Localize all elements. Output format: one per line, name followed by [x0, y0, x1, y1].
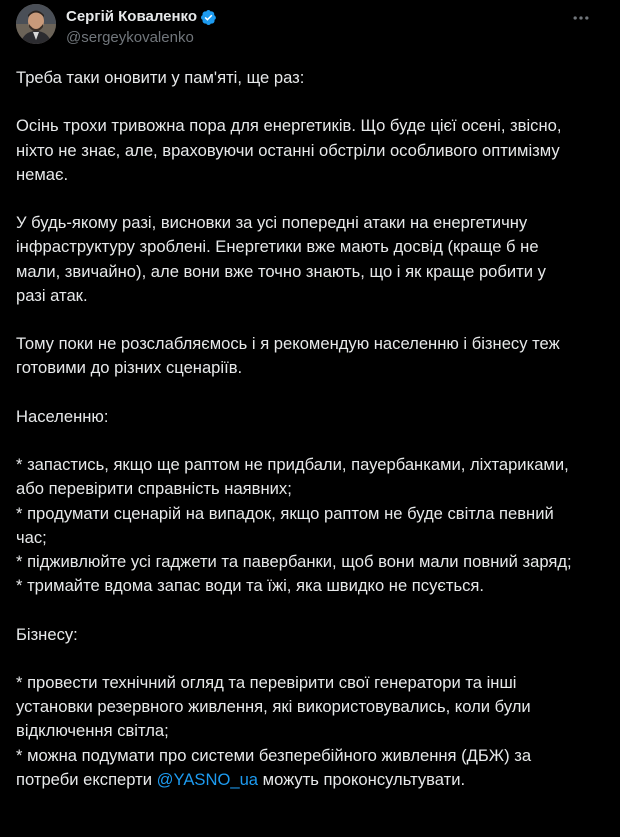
text-line: мали, звичайно), але вони вже точно знають, що і як краще робити у [16, 261, 546, 281]
text-line: ніхто не знає, але, враховуючи останні обстріли особливого оптимізму [16, 140, 560, 160]
text-segment: потреби експерти [16, 769, 157, 789]
more-horizontal-icon [571, 8, 591, 28]
text-line: Треба таки оновити у пам'яті, ще раз: [16, 68, 305, 87]
more-options-button[interactable] [566, 6, 596, 30]
autumn-paragraph [16, 114, 606, 187]
avatar[interactable] [16, 4, 56, 44]
business-heading [16, 623, 606, 647]
tweet-text [16, 66, 606, 792]
recommendation-paragraph [16, 332, 606, 380]
list-item: * провести технічний огляд та перевірити свої генератори та інші [16, 672, 517, 692]
mention-link-yasno[interactable]: @YASNO_ua [156, 769, 259, 789]
text-line: Населенню: [16, 406, 109, 426]
intro-paragraph [16, 66, 606, 90]
population-heading [16, 405, 606, 429]
list-item: установки резервного живлення, які використовувались, коли були [16, 697, 531, 717]
text-line: інфраструктуру зроблені. Енергетики вже мають досвід (краще б не [16, 237, 539, 257]
text-line: готовими до різних сценаріїв. [16, 358, 243, 378]
text-line: немає. [16, 164, 69, 184]
text-line: разі атак. [16, 285, 88, 305]
business-list [16, 671, 606, 792]
list-item: * можна подумати про системи безперебійного живлення (ДБЖ) за [16, 745, 532, 765]
text-line: Бізнесу: [16, 624, 78, 644]
avatar-image [16, 4, 56, 44]
list-item: * тримайте вдома запас води та їжі, яка швидко не псується. [16, 576, 484, 596]
list-item: або перевірити справність наявних; [16, 479, 292, 499]
text-line: У будь-якому разі, висновки за усі попередні атаки на енергетичну [16, 213, 528, 233]
author-info [66, 8, 217, 48]
list-item: * підживлюйте усі гаджети та павербанки, щоб вони мали повний заряд; [16, 551, 572, 571]
list-item: відключення світла; [16, 721, 169, 741]
tweet-header [16, 0, 604, 60]
text-line: Осінь трохи тривожна пора для енергетиків. Що буде цієї осені, звісно, [16, 116, 562, 136]
name-row [66, 8, 217, 26]
list-item: час; [16, 527, 47, 547]
conclusions-paragraph [16, 211, 606, 308]
text-segment: можуть проконсультувати. [258, 769, 466, 789]
list-item-with-mention [16, 768, 606, 792]
population-list [16, 453, 606, 598]
handle[interactable]: @sergeykovalenko [66, 29, 194, 46]
verified-badge-icon[interactable] [200, 9, 217, 26]
list-item: * запастись, якщо ще раптом не придбали, пауербанками, ліхтариками, [16, 455, 569, 475]
text-line: Тому поки не розслабляємось і я рекомендую населенню і бізнесу теж [16, 334, 560, 354]
display-name[interactable]: Сергій Коваленко [66, 8, 198, 25]
list-item: * продумати сценарій на випадок, якщо раптом не буде світла певний [16, 503, 554, 523]
